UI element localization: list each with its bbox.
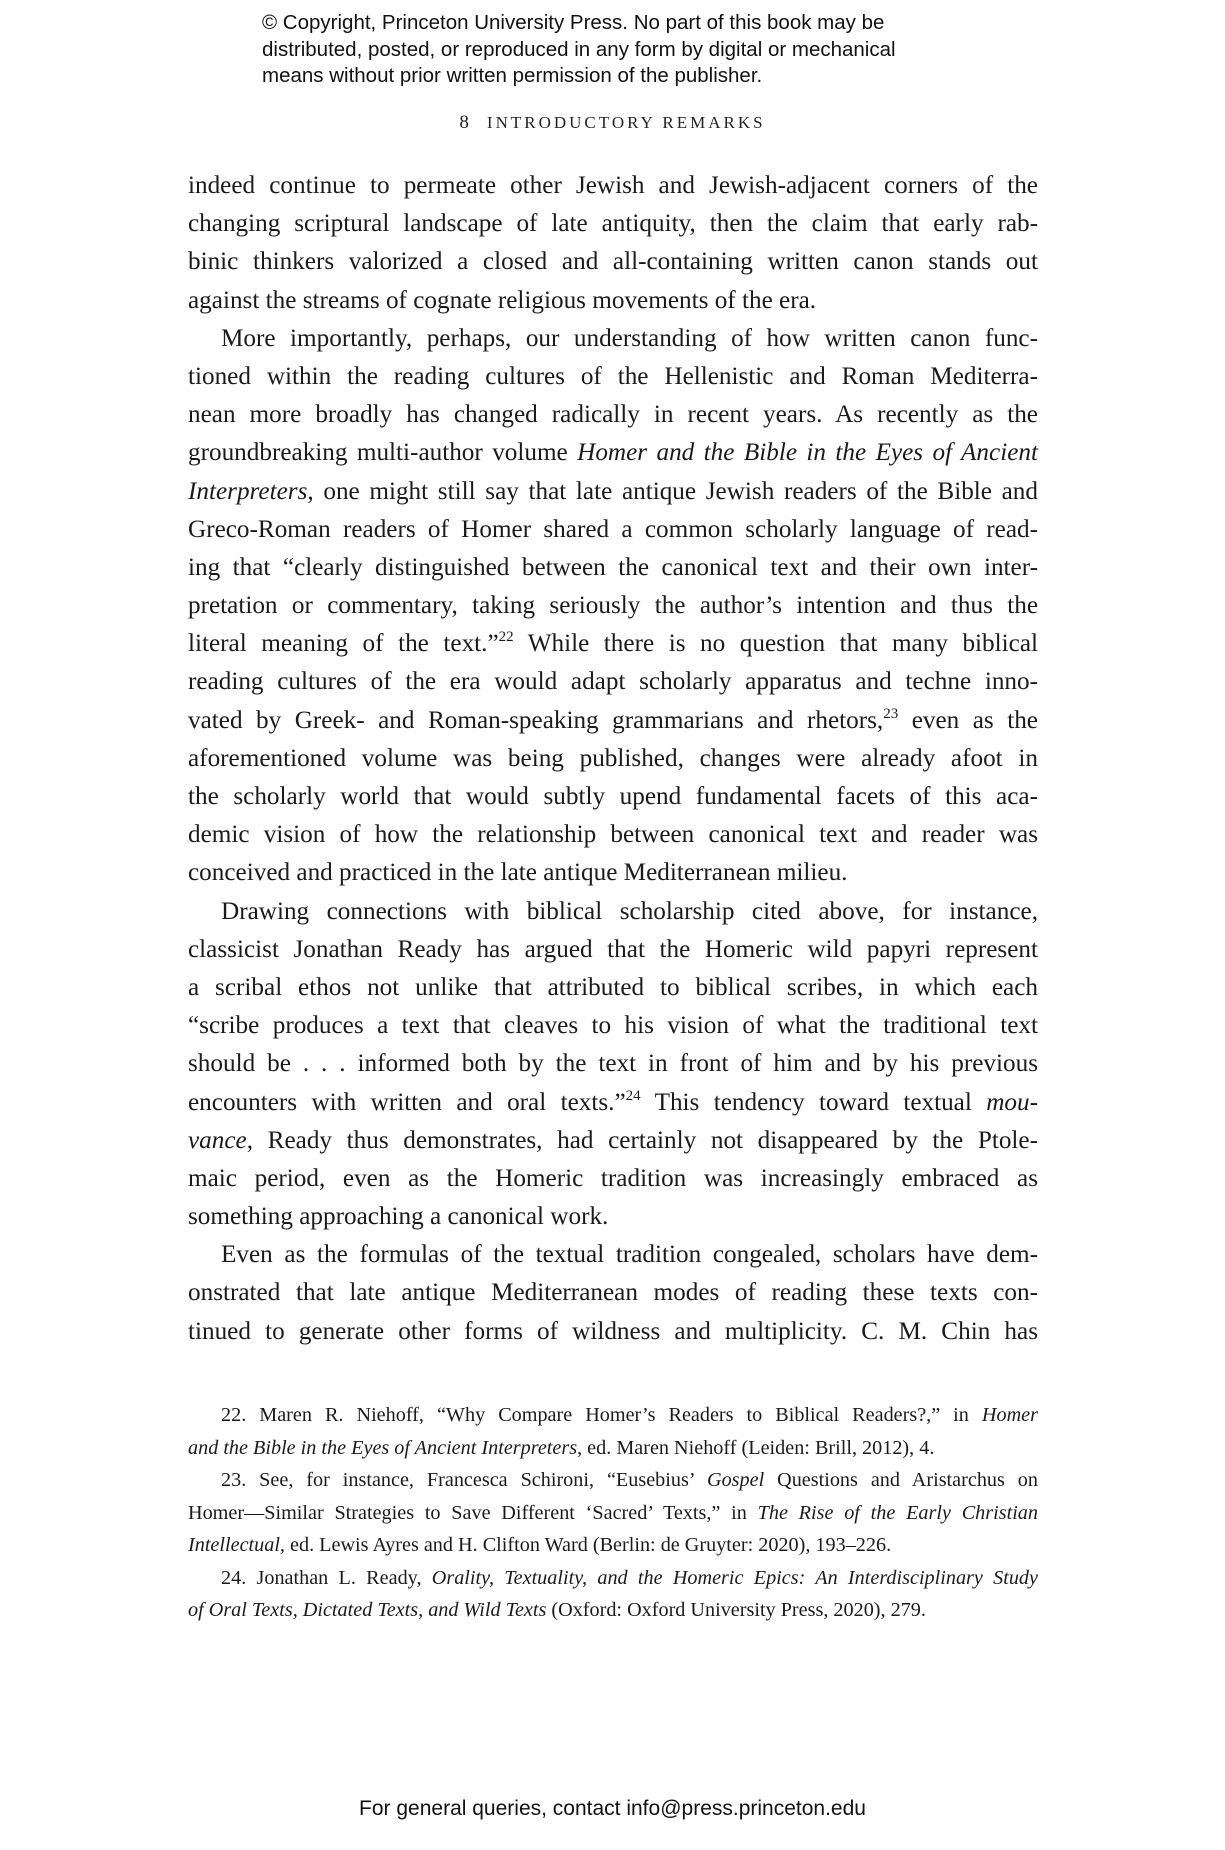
footnote-22-cont xyxy=(188,1432,1038,1465)
text-line: indeed continue to permeate other Jewish and Jewish-adjacent corners of the xyxy=(188,172,1038,199)
text-run: literal meaning of the text.” xyxy=(188,630,499,658)
text-line: binic thinkers valorized a closed and all-containing written canon stands out xyxy=(188,248,1038,276)
footnote-24 xyxy=(188,1562,1038,1595)
text-run: (Oxford: Oxford University Press, 2020), 279. xyxy=(546,1599,926,1621)
contact-footer: For general queries, contact info@press.princeton.edu xyxy=(359,1797,866,1820)
text-run: ed. Lewis Ayres and H. Clifton Ward (Berlin: de Gruyter: 2020), 193–226. xyxy=(284,1534,892,1556)
book-title: Orality, Textuality, and the Homeric Epics: An Interdisciplinary Study xyxy=(431,1566,1038,1589)
copyright-line: © Copyright, Princeton University Press. No part of this book may be xyxy=(262,11,885,34)
book-title: Intellectual, xyxy=(188,1534,285,1556)
text-line: onstrated that late antique Mediterranean modes of reading these texts con- xyxy=(188,1279,1038,1307)
book-title: of Oral Texts, Dictated Texts, and Wild Texts xyxy=(188,1599,547,1621)
text-run: Homer—Similar Strategies to Save Different ‘Sacred’ Texts,” in xyxy=(188,1501,758,1524)
text-line xyxy=(188,702,1038,740)
text-line xyxy=(188,1122,1038,1160)
footnote-ref-23[interactable]: 23 xyxy=(883,705,899,722)
text-line: changing scriptural landscape of late antiquity, then the claim that early rab- xyxy=(188,210,1038,238)
footnote-22 xyxy=(188,1399,1038,1432)
emphasis: vance xyxy=(188,1126,247,1154)
text-line: Greco-Roman readers of Homer shared a common scholarly language of read- xyxy=(188,515,1038,543)
book-title: Homer xyxy=(981,1404,1038,1426)
text-line: classicist Jonathan Ready has argued that the Homeric wild papyri represent xyxy=(188,935,1038,963)
footnotes xyxy=(188,1399,1038,1627)
text-line: tioned within the reading cultures of the Hellenistic and Roman Mediterra- xyxy=(188,362,1038,390)
text-line: demic vision of how the relationship between canonical text and reader was xyxy=(188,821,1038,849)
text-run: vated by Greek- and Roman-speaking grammarians and rhetors, xyxy=(188,706,884,734)
footnote-23-cont xyxy=(188,1497,1038,1530)
text-line: tinued to generate other forms of wildness and multiplicity. C. M. Chin has xyxy=(188,1317,1038,1345)
text-run: Questions and Aristarchus on xyxy=(764,1469,1038,1491)
text-run: , ed. Maren Niehoff (Leiden: Brill, 2012), 4. xyxy=(577,1436,935,1459)
copyright-line: means without prior written permission of the publisher. xyxy=(262,64,763,87)
book-title: Homer and the Bible in the Eyes of Ancient xyxy=(577,439,1038,467)
text-line: a scribal ethos not unlike that attributed to biblical scribes, in which each xyxy=(188,973,1038,1001)
text-line: More importantly, perhaps, our understanding of how written canon func- xyxy=(221,324,1038,352)
text-line: ing that “clearly distinguished between the canonical text and their own inter- xyxy=(188,553,1038,581)
book-title: Interpreters xyxy=(188,477,308,505)
body-text xyxy=(188,167,1038,1351)
text-line: the scholarly world that would subtly upend fundamental facets of this aca- xyxy=(188,783,1038,810)
text-run: This tendency toward textual xyxy=(640,1088,987,1116)
text-line xyxy=(188,473,1038,511)
text-run: groundbreaking multi-author volume xyxy=(188,439,578,467)
book-title: The Rise of the Early Christian xyxy=(757,1501,1038,1524)
emphasis: mou- xyxy=(986,1088,1038,1116)
text-line: nean more broadly has changed radically in recent years. As recently as the xyxy=(188,401,1038,429)
text-run: 24. Jonathan L. Ready, xyxy=(221,1566,432,1589)
text-line: conceived and practiced in the late antique Mediterranean milieu. xyxy=(188,859,848,887)
text-line: aforementioned volume was being published, changes were already afoot in xyxy=(188,744,1038,772)
footnote-ref-22[interactable]: 22 xyxy=(498,629,514,646)
footnote-23-cont xyxy=(188,1529,1038,1562)
text-line xyxy=(188,625,1038,663)
text-line: something approaching a canonical work. xyxy=(188,1203,609,1231)
text-run: , one might still say that late antique Jewish readers of the Bible and xyxy=(307,477,1038,505)
text-run: 23. See, for instance, Francesca Schironi, “Eusebius’ xyxy=(221,1469,707,1491)
text-line: against the streams of cognate religious movements of the era. xyxy=(188,286,817,314)
text-line xyxy=(188,1084,1038,1122)
page-number: 8 xyxy=(459,112,469,133)
text-line: “scribe produces a text that cleaves to his vision of what the traditional text xyxy=(188,1012,1038,1040)
text-line: reading cultures of the era would adapt scholarly apparatus and techne inno- xyxy=(188,668,1038,696)
footnote-23 xyxy=(188,1464,1038,1497)
text-run: even as the xyxy=(898,706,1038,734)
running-head xyxy=(0,112,1225,134)
footnote-24-cont xyxy=(188,1594,1038,1627)
running-head-title: INTRODUCTORY REMARKS xyxy=(486,113,766,132)
text-line: Drawing connections with biblical scholarship cited above, for instance, xyxy=(221,897,1038,925)
copyright-line: distributed, posted, or reproduced in any form by digital or mechanical xyxy=(262,37,896,61)
text-run: 22. Maren R. Niehoff, “Why Compare Homer’s Readers to Biblical Readers?,” in xyxy=(221,1404,982,1426)
text-line: should be . . . informed both by the text in front of him and by his previous xyxy=(188,1050,1038,1078)
book-title: Gospel xyxy=(706,1469,765,1491)
footnote-ref-24[interactable]: 24 xyxy=(625,1087,641,1104)
text-line: pretation or commentary, taking seriously the author’s intention and thus the xyxy=(188,592,1038,620)
text-run: encounters with written and oral texts.” xyxy=(188,1088,626,1116)
text-run: While there is no question that many biblical xyxy=(513,630,1039,658)
text-run: , Ready thus demonstrates, had certainly not disappeared by the Ptole- xyxy=(246,1126,1038,1154)
text-line xyxy=(188,434,1038,472)
text-line: Even as the formulas of the textual tradition congealed, scholars have dem- xyxy=(221,1241,1038,1269)
copyright-notice xyxy=(262,10,1002,90)
book-title: and the Bible in the Eyes of Ancient Interpreters xyxy=(188,1436,578,1459)
text-line: maic period, even as the Homeric tradition was increasingly embraced as xyxy=(188,1164,1038,1192)
